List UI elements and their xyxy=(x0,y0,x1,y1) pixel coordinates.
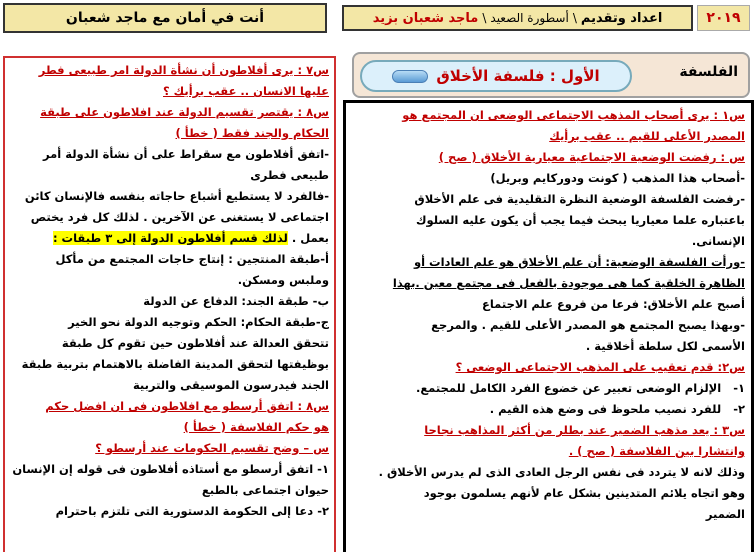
right-column xyxy=(343,100,754,552)
text-line: ٢- دعا إلى الحكومة الدستورية التى تلتزم باحترام xyxy=(55,504,329,518)
text-line: الجند فيدرسون الموسيقى والتربية xyxy=(132,378,329,392)
text-line: وملبس ومسكن. xyxy=(237,273,329,287)
credit-separator-2: \ xyxy=(482,11,487,25)
text-line: ١- اتفق أرسطو مع أستاذه أفلاطون فى قوله إن الإنسان xyxy=(12,462,329,476)
text-line: وهو اتجاه يلائم المتدينين بشكل عام لأنهم يسلمون بوجود xyxy=(423,486,745,500)
left-column xyxy=(3,56,336,552)
text-line: -وبهذا يصبح المجتمع هو المصدر الأعلى للقيم . والمرجع xyxy=(431,318,745,332)
list-number: ٢- xyxy=(733,402,745,416)
author-credit xyxy=(342,5,693,31)
list-item xyxy=(352,399,745,420)
question-3-line-2: وانتشارا بين الفلاسفة ( صح ) . xyxy=(568,444,745,458)
question-8-line-1: س٨ : يقتصر تقسيم الدولة عند افلاطون على طبقة xyxy=(40,105,329,119)
text-line: باعتباره علما معياريا يبحث فيما يجب أن يكون عليه السلوك xyxy=(415,213,745,227)
text-line: طبيعى فطرى xyxy=(250,168,329,182)
credit-separator: \ xyxy=(572,11,577,25)
question-heading: س : رفضت الوضعية الاجتماعية معيارية الأخلاق ( صح ) xyxy=(438,150,745,164)
text-line: -رفضت الفلسفة الوضعية النظرة التقليدية فى علم الأخلاق xyxy=(414,192,745,206)
motto-banner: أنت في أمان مع ماجد شعبان xyxy=(3,3,327,33)
list-number: ١- xyxy=(733,381,745,395)
list-item xyxy=(352,378,745,399)
question-7-line-1: س٧ : يرى أفلاطون أن نشأة الدولة امر طبيعى فطر xyxy=(38,63,329,77)
text-line: أصبح علم الأخلاق: فرعا من فروع علم الاجتماع xyxy=(482,297,745,311)
question-8-line-2: الحكام والجند فقط ( خطأ ) xyxy=(175,126,329,140)
text-line: الظاهرة الخلقية كما هى موجودة بالفعل فى مجتمع معين .بهذا xyxy=(392,276,745,290)
year-badge: ٢٠١٩ xyxy=(697,5,750,31)
text-line: -اتفق أفلاطون مع سقراط على أن نشأة الدولة أمر xyxy=(43,147,329,161)
question-heading: س – وضح تقسيم الحكومات عند أرسطو ؟ xyxy=(95,441,329,455)
question-7-line-2: عليها الانسان .. عقب برأيك ؟ xyxy=(163,84,329,98)
text-line: ب- طبقة الجند: الدفاع عن الدولة xyxy=(143,294,329,308)
text-line: أ-طبقة المنتجين : إنتاج حاجات المجتمع من مأكل xyxy=(55,252,329,266)
lesson-title: الأول : فلسفة الأخلاق xyxy=(436,67,600,85)
question-1-line-1: س١ : يرى أصحاب المذهب الاجتماعى الوضعى ان المجتمع هو xyxy=(402,108,745,122)
lesson-title-box xyxy=(360,60,632,92)
question-3-line-1: س٣ : يعد مذهب الضمير عند بطلر من أكثر المذاهب نجاحا xyxy=(424,423,745,437)
question-2: س٢: قدم تعقيب على المذهب الاجتماعى الوضعى ؟ xyxy=(455,360,745,374)
list-text: الإلزام الوضعى تعبير عن خضوع الفرد الكامل للمجتمع. xyxy=(415,381,722,395)
pill-decoration-icon xyxy=(392,70,428,83)
text-line: -أصحاب هذا المذهب ( كونت ودوركايم وبريل) xyxy=(490,171,745,185)
text-line: الأسمى لكل سلطة أخلاقية . xyxy=(585,339,745,353)
subject-label: الفلسفة xyxy=(679,64,738,80)
lesson-banner xyxy=(352,52,750,98)
text-line: -ورأت الفلسفة الوضعية: أن علم الأخلاق هو علم العادات أو xyxy=(413,255,745,269)
question-1-line-2: المصدر الأعلى للقيم .. عقب برأيك xyxy=(549,129,745,143)
text-segment: بعمل . xyxy=(291,231,329,245)
question-8b-line-2: هو حكم الفلاسفة ( خطأ ) xyxy=(183,420,329,434)
highlighted-text: لذلك قسم أفلاطون الدولة إلى ٣ طبقات : xyxy=(52,231,288,245)
question-8b-line-1: س٨ : اتفق أرسطو مع افلاطون فى ان افضل حكم xyxy=(45,399,329,413)
author-name: ماجد شعبان بزيد xyxy=(372,10,479,26)
text-line: اجتماعى لا يستغنى عن الآخرين . لذلك كل فرد يختص xyxy=(30,210,329,224)
list-text: للفرد نصيب ملحوظ فى وضع هذه القيم . xyxy=(489,402,722,416)
text-line: تتحقق العدالة عند أفلاطون حين تقوم كل طبقة xyxy=(61,336,329,350)
text-line xyxy=(10,228,329,249)
credit-label: اعداد وتقديم xyxy=(580,10,663,26)
text-line: -فالفرد لا يستطيع أشباع حاجاته بنفسه فالإنسان كائن xyxy=(24,189,329,203)
text-line: ج-طبقة الحكام: الحكم وتوجيه الدولة نحو الخير xyxy=(68,315,329,329)
text-line: الضمير xyxy=(705,507,745,521)
text-line: وذلك لانه لا يتردد فى نفس الرجل العادى الذى لم يدرس الأخلاق . xyxy=(378,465,745,479)
credit-alias: أسطورة الصعيد xyxy=(490,11,569,25)
text-line: بوظيفتها لتحقق المدينة الفاضلة بالاهتمام بتربية طبقة xyxy=(21,357,329,371)
text-line: الإنسانى. xyxy=(691,234,745,248)
text-line: حيوان اجتماعى بالطبع xyxy=(201,483,329,497)
